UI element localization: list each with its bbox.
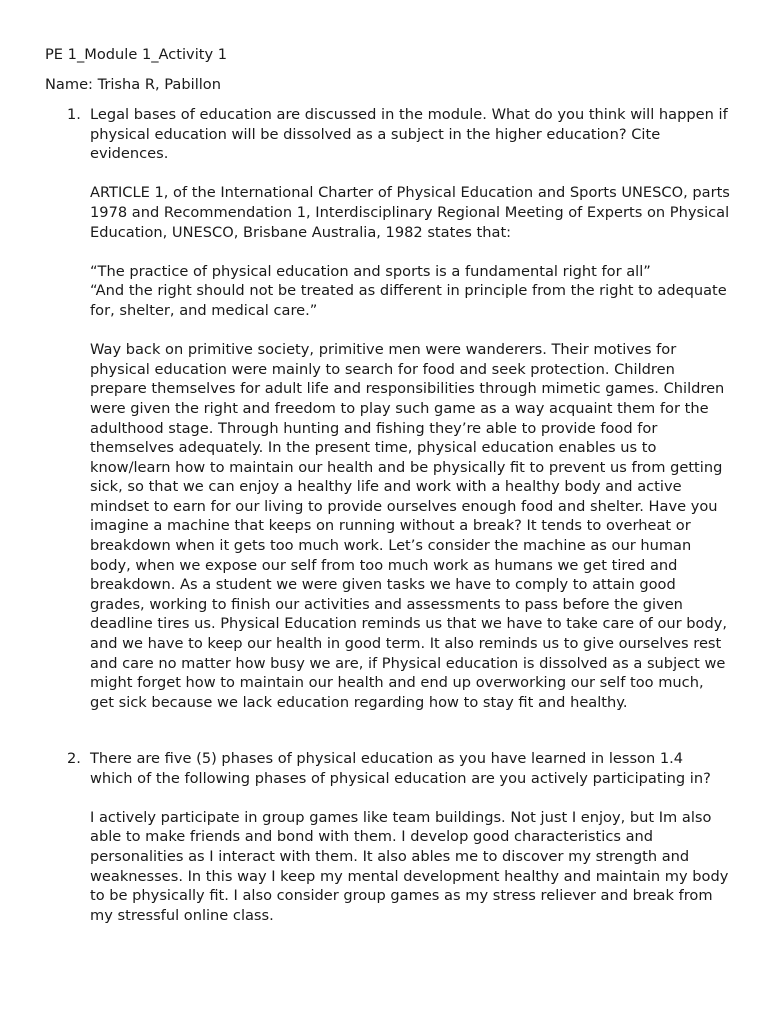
question-number: 1. bbox=[67, 106, 81, 123]
citation-text: ARTICLE 1, of the International Charter of Physical Education and Sports UNESCO, parts 1978 and Recommendation 1, Interdisciplinary Regional Meeting of Experts on Physical Education, UNESCO, Brisbane Australia, 1982 states that: bbox=[90, 184, 730, 241]
quote-block bbox=[90, 262, 730, 321]
answer-text: I actively participate in group games like team buildings. Not just I enjoy, but Im also able to make friends and bond with them. I develop good characteristics and personalities as I interact with them. It also ables me to discover my strength and weaknesses. In this way I keep my mental development healthy and maintain my body to be physically fit. I also consider group games as my stress reliever and break from my stressful online class. bbox=[90, 808, 729, 924]
name-line: Name: Trisha R, Pabillon bbox=[45, 76, 221, 93]
answer-text: Way back on primitive society, primitive men were wanderers. Their motives for physical education were mainly to search for food and seek protection. Children prepare themselves for adult life and responsibilities through mimetic games. Children were given the right and freedom to play such game as a way acquaint them for the adulthood stage. Through hunting and fishing they’re able to provide food for themselves adequately. In the present time, physical education enables us to know/learn how to maintain our health and be physically fit to prevent us from getting sick, so that we can enjoy a healthy life and work with a healthy body and active mindset to earn for our living to provide ourselves enough food and shelter. Have you imagine a machine that keeps on running without a break? It tends to overheat or breakdown when it gets too much work. Let’s consider the machine as our human body, when we expose our self from too much work as humans we get tired and breakdown. As a student we were given tasks we have to comply to attain good grades, working to finish our activities and assessments to pass before the given deadline tires us. Physical Education reminds us that we have to take care of our body, and we have to keep our health in good term. It also reminds us to give ourselves rest and care no matter how busy we are, if Physical education is dissolved as a subject we might forget how to maintain our health and end up overworking our self too much, get sick because we lack education regarding how to stay fit and healthy. bbox=[90, 341, 728, 711]
question-text: There are five (5) phases of physical education as you have learned in lesson 1.4 which of the following phases of physical education are you actively participating in? bbox=[90, 750, 711, 787]
document-title: PE 1_Module 1_Activity 1 bbox=[45, 46, 228, 63]
question-text: Legal bases of education are discussed in the module. What do you think will happen if physical education will be dissolved as a subject in the higher education? Cite evidences. bbox=[90, 106, 728, 163]
question-body bbox=[90, 749, 730, 925]
quote-line: “The practice of physical education and sports is a fundamental right for all” bbox=[90, 262, 651, 280]
question-body bbox=[90, 105, 730, 712]
quote-line: “And the right should not be treated as different in principle from the right to adequate for, shelter, and medical care.” bbox=[90, 282, 727, 319]
question-number: 2. bbox=[67, 750, 81, 767]
